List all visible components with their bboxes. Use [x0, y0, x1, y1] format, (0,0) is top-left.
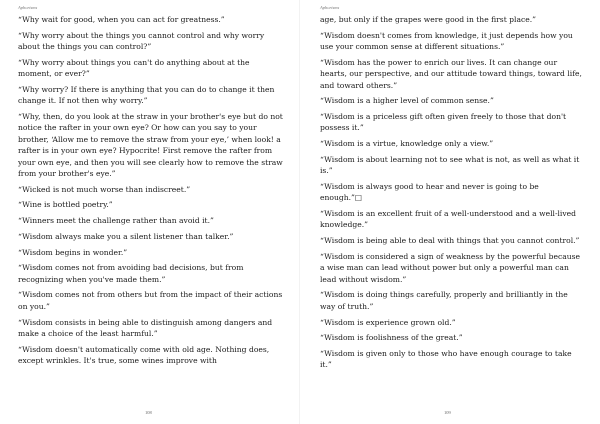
- quote-paragraph: “Wisdom consists in being able to distinguish among dangers and make a choice of the least harmful.”: [18, 317, 273, 338]
- left-running-head: Aphorisms: [18, 5, 38, 10]
- quote-paragraph: “Wisdom is always good to hear and never is going to be enough.”□: [320, 181, 539, 203]
- quote-paragraph: “Wisdom is a higher level of common sense.”: [320, 96, 494, 106]
- right-running-head: Aphorisms: [320, 5, 340, 10]
- quote-paragraph: “Wisdom comes not from others but from the impact of their actions on you.”: [18, 290, 283, 311]
- quote-paragraph: “Wisdom doesn't automatically come with old age. Nothing does, except wrinkles. It's true, some wines improve with: [18, 344, 270, 366]
- quote-paragraph: “Wisdom doesn't comes from knowledge, it just depends how you use your common sense at different situations.”: [320, 30, 573, 52]
- quote-paragraph: “Why worry about the things you cannot control and why worry about the things you can control?”: [18, 30, 265, 52]
- quote-paragraph: “Wisdom is an excellent fruit of a well-understood and a well-lived knowledge.”: [320, 209, 577, 230]
- quote-paragraph: “Wisdom is about learning not to see what is not, as well as what it is.”: [320, 154, 580, 176]
- right-page-number: 109: [444, 410, 451, 415]
- quote-paragraph: “Wisdom is doing things carefully, properly and brilliantly in the way of truth.”: [320, 290, 568, 311]
- quote-paragraph: “Winners meet the challenge rather than avoid it.”: [18, 216, 214, 226]
- quote-paragraph: “Why worry? If there is anything that you can do to change it then change it. If not then why worry.”: [18, 84, 275, 106]
- quote-paragraph: “Wisdom is considered a sign of weakness by the powerful because a wise man can lead without power but only a powerful man can lead without wisdom.”: [320, 251, 581, 284]
- quote-paragraph: “Wisdom is experience grown old.”: [320, 317, 456, 327]
- right-quote-list: [320, 14, 582, 375]
- quote-paragraph: “Wisdom is a priceless gift often given freely to those that don't possess it.”: [320, 112, 567, 133]
- quote-paragraph: “Why worry about things you can't do anything about at the moment, or ever?”: [18, 57, 250, 79]
- quote-paragraph: “Why, then, do you look at the straw in your brother's eye but do not notice the rafter in your own eye? Or how can you say to your brother, ‘Allow me to remove the straw from your eye,’ when look! a rafter is in your own eye? Hypocrite! First remove the rafter from your own eye, and then you will see clearly how to remove the straw from your brother's eye.”: [18, 112, 283, 179]
- quote-paragraph: “Wisdom is a virtue, knowledge only a view.”: [320, 139, 494, 149]
- quote-paragraph: “Wine is bottled poetry.”: [18, 200, 113, 210]
- quote-paragraph: “Wisdom begins in wonder.”: [18, 247, 128, 257]
- quote-paragraph: “Wicked is not much worse than indiscreet.”: [18, 184, 191, 194]
- left-quote-list: [18, 14, 284, 371]
- quote-paragraph: “Wisdom is given only to those who have enough courage to take it.”: [320, 348, 572, 370]
- quote-paragraph: “Why wait for good, when you can act for greatness.”: [18, 15, 225, 24]
- quote-paragraph: “Wisdom has the power to enrich our lives. It can change our hearts, our perspective, and our attitude toward things, toward life, and toward others.”: [320, 57, 582, 90]
- quote-paragraph: “Wisdom comes not from avoiding bad decisions, but from recognizing when you've made them.”: [18, 263, 244, 284]
- right-page: [300, 0, 600, 424]
- quote-paragraph: “Wisdom is foolishness of the great.”: [320, 333, 463, 343]
- quote-paragraph: “Wisdom is being able to deal with things that you cannot control.”: [320, 236, 580, 246]
- left-page-number: 108: [145, 410, 152, 415]
- quote-paragraph: age, but only if the grapes were good in the first place.”: [320, 15, 537, 24]
- quote-paragraph: “Wisdom always make you a silent listener than talker.”: [18, 231, 234, 241]
